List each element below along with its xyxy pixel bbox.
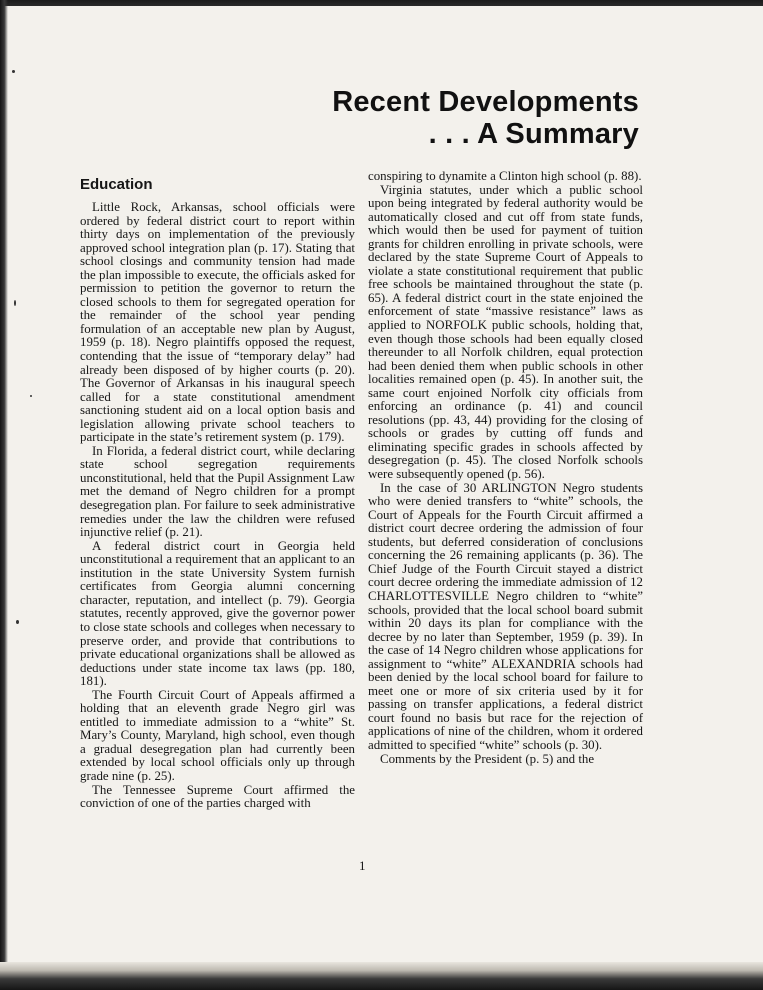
scan-top-edge [0,0,763,6]
paragraph-virginia: Virginia statutes, under which a public school upon being integrated by federal authority would be automatically closed and cut off from state funds, which would then be used for payment of tuition grants for children enrolling in private schools, were declared by the state Supreme Court of Appeals to violate a state constitutional requirement that public free schools be maintained throughout the state (p. 65). A federal district court in the state enjoined the enforcement of state “massive resistance” laws as applied to NORFOLK public schools, holding that, even though those schools had been equally closed thereunder to all Norfolk children, equal protection had been denied them when public schools in other localities remained open (p. 45). In another suit, the same court enjoined Norfolk city officials from enforcing an ordinance (p. 41) and council resolutions (pp. 43, 44) providing for the closing of schools or grades by cutting off funds and eliminating specific grades in schools affected by desegregation (p. 45). The closed Norfolk schools were subsequently opened (p. 56). [368,182,643,482]
paragraph-arkansas: Little Rock, Arkansas, school officials were ordered by federal district court to report within thirty days on implementation of the previously approved school integration plan (p. 17). Stating that school closings and community tension had made the plan impossible to execute, the officials asked for permission to petition the governor to return the closed schools to them for segregated operation for the remainder of the school year pending formulation of an acceptable new plan by August, 1959 (p. 18). Negro plaintiffs opposed the request, contending that the issue of “temporary delay” had already been disposed of by higher courts (p. 20). The Governor of Arkansas in his inaugural speech called for a state constitutional amendment sanctioning student aid on a local option basis and legislation allowing private school teachers to participate in the state’s retirement system (p. 179). [80,200,355,445]
paragraph-tennessee: The Tennessee Supreme Court affirmed the conviction of one of the parties charged with [80,782,355,811]
paragraph-tennessee-continued: conspiring to dynamite a Clinton high school (p. 88). [368,169,642,183]
section-heading-education: Education [80,176,153,193]
page-number: 1 [359,858,366,873]
paragraph-florida: In Florida, a federal district court, while declaring state school segregation requirements unconstitutional, held that the Pupil Assignment Law met the demand of Negro children for a prompt desegregation plan. For failure to seek administrative remedies under the law the children were refused injunctive relief (p. 21). [80,443,355,540]
paragraph-georgia: A federal district court in Georgia held unconstitutional a requirement that an applicant to an institution in the state University System furnish certificates from Georgia alumni concerning character, reputation, and intellect (p. 79). Georgia statutes, recently approved, give the governor power to close state schools and colleges when necessary to preserve order, and provide that contributions to private educational organizations shall be allowed as deductions under state income tax laws (pp. 180, 181). [80,538,355,689]
scan-speck [16,620,19,624]
paragraph-maryland: The Fourth Circuit Court of Appeals affirmed a holding that an eleventh grade Negro girl was entitled to immediate admission to a “white” St. Mary’s County, Maryland, high school, even though a gradual desegregation plan had currently been extended by local school officials only up through grade nine (p. 25). [80,687,355,783]
page-title-line-2: . . . A Summary [428,118,639,150]
left-column [80,170,355,811]
paragraph-arlington: In the case of 30 ARLINGTON Negro students who were denied transfers to “white” schools, the Court of Appeals for the Fourth Circuit affirmed a district court decree ordering the admission of four students, but deferred consideration of conclusions concerning the 26 remaining applicants (p. 36). The Chief Judge of the Fourth Circuit stayed a district court decree ordering the immediate admission of 12 CHARLOTTESVILLE Negro children to “white” schools, provided that the local school board submit within 20 days its plan for compliance with the decree by no later than September, 1959 (p. 39). In the case of 14 Negro children whose applications for assignment to “white” ALEXANDRIA schools had been denied by the local school board for failure to meet one or more of six criteria used by it for passing on transfer applications, a federal district court found no basis but race for the rejection of applications of nine of the children, whom it ordered admitted to specified “white” schools (p. 30). [368,480,643,752]
scan-left-edge [0,0,8,990]
scan-speck [12,70,15,73]
right-column [368,170,643,766]
scan-bottom-edge [0,962,763,990]
page-title-line-1: Recent Developments [332,86,639,118]
scan-speck [14,300,16,306]
paragraph-president-comments: Comments by the President (p. 5) and the [380,751,595,766]
scan-speck [30,395,32,397]
